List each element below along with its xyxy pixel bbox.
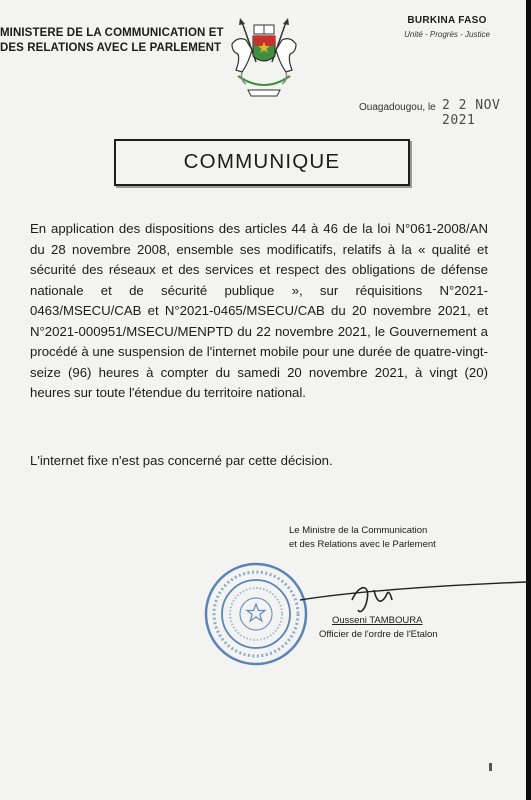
scan-edge: [526, 0, 531, 800]
scan-mark: [489, 763, 492, 771]
signatory-title-line-1: Le Ministre de la Communication: [289, 525, 428, 536]
country-motto: Unité - Progrès - Justice: [404, 30, 490, 39]
ministry-line-1: MINISTERE DE LA COMMUNICATION ET: [0, 27, 224, 39]
signatory-name: Ousseni TAMBOURA: [332, 615, 423, 626]
country-header: [399, 15, 495, 39]
signatory-order: Officier de l'ordre de l'Etalon: [319, 629, 438, 640]
signatory-title: [289, 524, 436, 552]
body-paragraph-2: L'internet fixe n'est pas concerné par cette décision.: [30, 453, 333, 468]
dateline-place: Ouagadougou, le: [359, 102, 436, 113]
body-paragraph-1: En application des dispositions des articles 44 à 46 de la loi N°061-2008/AN du 28 novembre 2008, ensemble ses modificatifs, relatifs à la « qualité et sécurité des réseaux et des services et respect des obligations de défense nationale et de sécurité publique », sur réquisitions N°2021-0463/MSECU/CAB et N°2021-0465/MSECU/CAB du 20 novembre 2021, et N°2021-000951/MSECU/MENPTD du 22 novembre 2021, le Gouvernement a procédé à une suspension de l'internet mobile pour une durée de quatre-vingt-seize (96) heures à compter du samedi 20 novembre 2021, à vingt (20) heures sur toute l'étendue du territoire national.: [30, 221, 488, 400]
ministry-line-2: DES RELATIONS AVEC LE PARLEMENT: [0, 42, 222, 54]
document-title: COMMUNIQUE: [183, 150, 341, 173]
dateline-date-stamp: 2 2 NOV 2021: [442, 98, 501, 128]
country-name: BURKINA FASO: [407, 15, 487, 26]
coat-of-arms-icon: [222, 14, 306, 104]
title-box: [114, 139, 410, 186]
ministry-header: [0, 26, 224, 56]
signatory-title-line-2: et des Relations avec le Parlement: [289, 539, 436, 550]
